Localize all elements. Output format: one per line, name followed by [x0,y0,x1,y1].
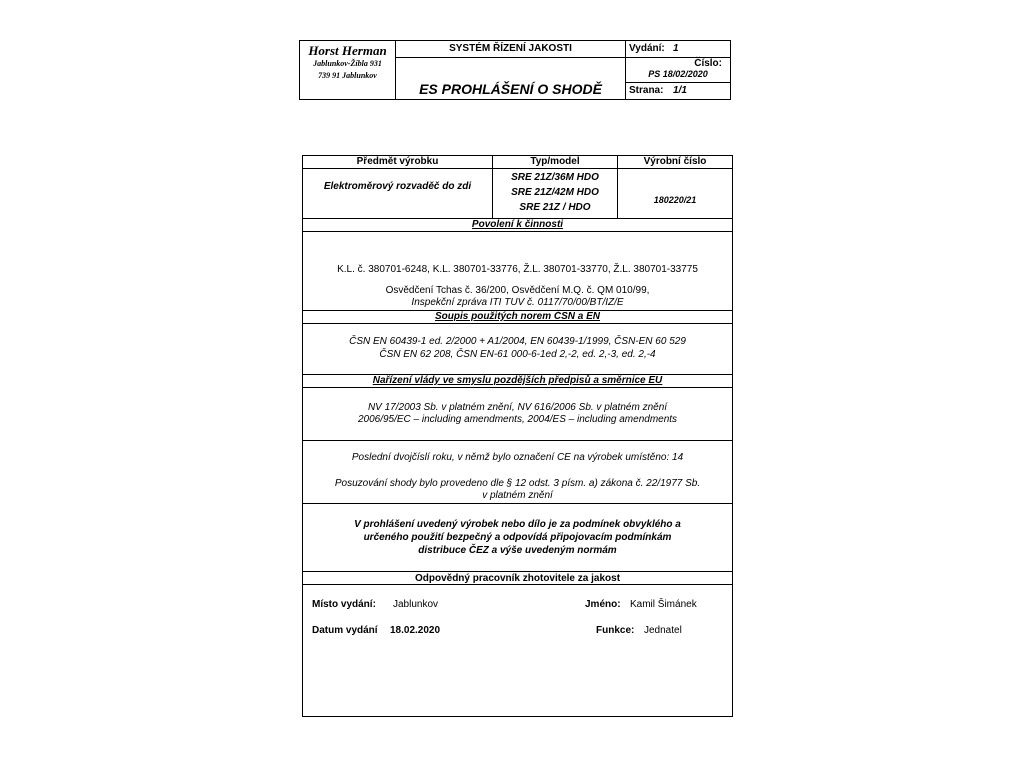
misto-vydani-value: Jablunkov [393,599,439,610]
cislo-value: PS 18/02/2020 [648,69,708,79]
document-title: ES PROHLÁŠENÍ O SHODĚ [419,81,602,97]
product-model-1: SRE 21Z/36M HDO [511,172,599,183]
conformity-assessment-cont: v platném znění [482,490,553,501]
normy-line-2: ČSN EN 62 208, ČSN EN-61 000-6-1ed 2,-2, ed. 2,-3, ed. 2,-4 [379,349,656,360]
normy-line-1: ČSN EN 60439-1 ed. 2/2000 + A1/2004, EN 60439-1/1999, ČSN-EN 60 529 [349,336,686,347]
povoleni-header: Povolení k činnosti [471,219,564,230]
povoleni-licenses: K.L. č. 380701-6248, K.L. 380701-33776, Ž.L. 380701-33770, Ž.L. 380701-33775 [337,264,698,275]
narizeni-line-1: NV 17/2003 Sb. v platném znění, NV 616/2006 Sb. v platném znění [367,402,668,413]
product-name: Elektroměrový rozvaděč do zdi [323,181,472,192]
misto-vydani-label: Místo vydání: [312,599,376,610]
povoleni-certificates: Osvědčení Tchas č. 36/200, Osvědčení M.Q. č. QM 010/99, [385,285,650,296]
strana-value: 1/1 [673,85,687,96]
product-model-2: SRE 21Z/42M HDO [511,187,599,198]
declaration-line-1: V prohlášení uvedený výrobek nebo dílo je za podmínek obvyklého a [354,519,681,530]
responsible-header: Odpovědný pracovník zhotovitele za jakost [414,573,621,584]
jmeno-label: Jméno: [585,599,621,610]
povoleni-inspection: Inspekční zpráva ITI TUV č. 0117/70/00/BT/IZ/E [411,297,624,308]
conformity-assessment: Posuzování shody bylo provedeno dle § 12 odst. 3 písm. a) zákona č. 22/1977 Sb. [334,478,701,489]
jmeno-value: Kamil Šimánek [630,599,697,610]
funkce-value: Jednatel [644,625,682,636]
datum-vydani-value: 18.02.2020 [390,625,441,636]
normy-header: Soupis použitých norem ČSN a EN [434,311,601,322]
cislo-label: Číslo: [694,58,722,69]
company-address-line2: 739 91 Jablunkov [318,71,377,80]
datum-vydani-label: Datum vydání [312,625,378,636]
product-col-header-serial: Výrobní číslo [643,156,707,167]
funkce-label: Funkce: [596,625,635,636]
declaration-line-3: distribuce ČEZ a výše uvedeným normám [418,545,617,556]
strana-label: Strana: [629,85,664,96]
product-col-header-model: Typ/model [530,156,580,167]
narizeni-line-2: 2006/95/EC – including amendments, 2004/ES – including amendments [357,414,678,425]
company-logo-name: Horst Herman [308,43,387,58]
narizeni-header: Nařízení vlády ve smyslu pozdějších předpisů a směrnice EU [372,375,663,386]
product-serial: 180220/21 [653,195,697,205]
vydani-value: 1 [673,43,679,54]
vydani-label: Vydání: [629,43,665,54]
company-address-line1: Jablunkov-Žíbla 931 [313,59,382,68]
declaration-line-2: určeného použití bezpečný a odpovídá připojovacím podmínkám [363,532,672,543]
system-title: SYSTÉM ŘÍZENÍ JAKOSTI [449,43,572,54]
ce-marking-year: Poslední dvojčíslí roku, v němž bylo označení CE na výrobek umístěno: 14 [351,452,684,463]
product-col-header-subject: Předmět výrobku [356,156,439,167]
product-model-3: SRE 21Z / HDO [519,202,591,213]
